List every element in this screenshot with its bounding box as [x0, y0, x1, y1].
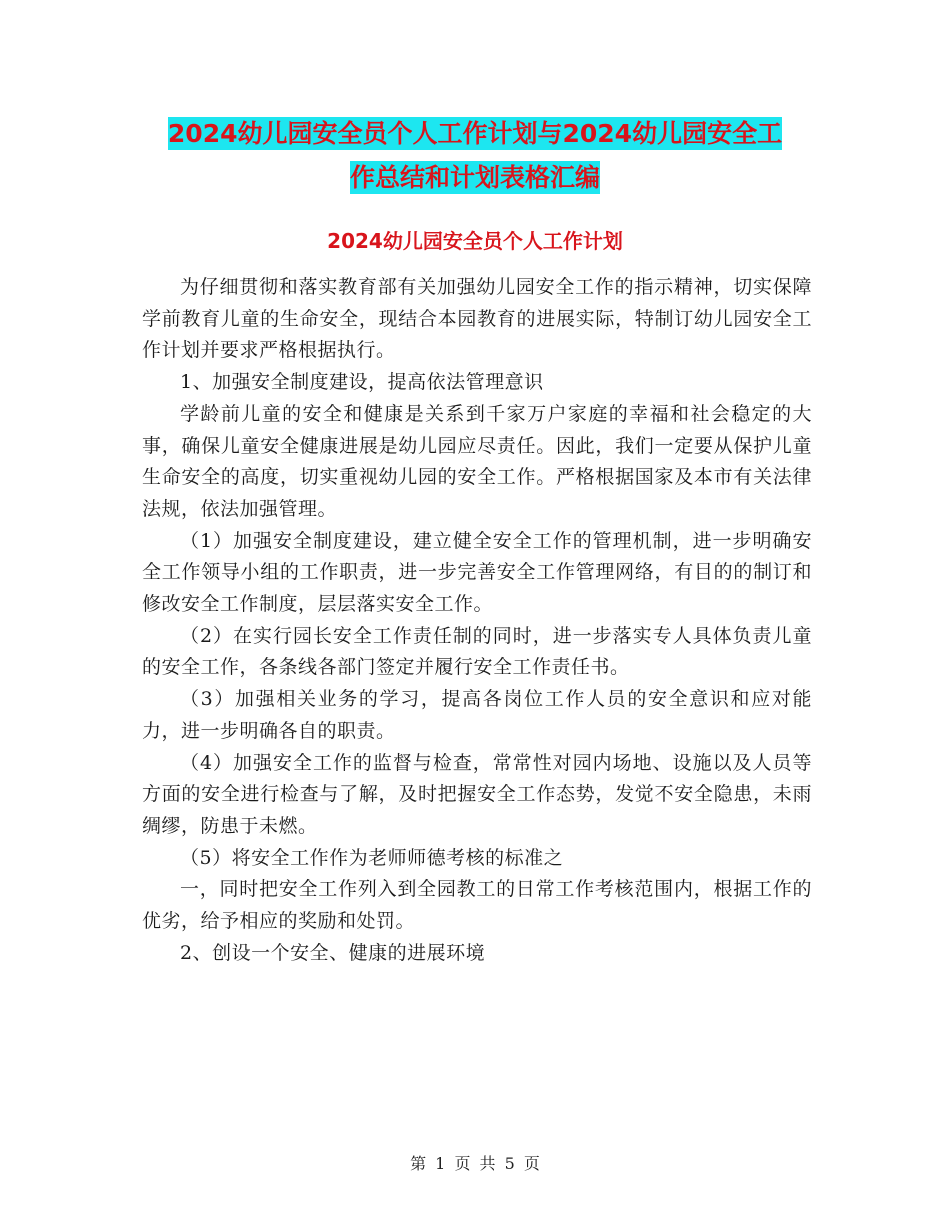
page-number-footer: 第 1 页 共 5 页	[410, 1154, 540, 1173]
paragraph: （1）加强安全制度建设，建立健全安全工作的管理机制，进一步明确安全工作领导小组的工作职责，进一步完善安全工作管理网络，有目的的制订和修改安全工作制度，层层落实安全工作。	[142, 529, 812, 616]
paragraph: 一，同时把安全工作列入到全园教工的日常工作考核范围内，根据工作的优劣，给予相应的奖励和处罚。	[142, 878, 812, 933]
paragraph: 2、创设一个安全、健康的进展环境	[180, 941, 486, 964]
paragraph: （5）将安全工作作为老师师德考核的标准之	[180, 846, 564, 869]
paragraph: （3）加强相关业务的学习，提高各岗位工作人员的安全意识和应对能力，进一步明确各自的职责。	[142, 688, 812, 742]
section-title: 2024幼儿园安全员个人工作计划	[327, 229, 623, 253]
document-title-line-1: 2024幼儿园安全员个人工作计划与2024幼儿园安全工	[167, 119, 783, 148]
paragraph: 为仔细贯彻和落实教育部有关加强幼儿园安全工作的指示精神，切实保障学前教育儿童的生命安全，现结合本园教育的进展实际，特制订幼儿园安全工作计划并要求严格根据执行。	[142, 276, 812, 362]
paragraph: （4）加强安全工作的监督与检查，常常性对园内场地、设施以及人员等方面的安全进行检查与了解，及时把握安全工作态势，发觉不安全隐患，未雨绸缪，防患于未燃。	[142, 751, 812, 837]
document-title	[140, 112, 810, 200]
paragraph: （2）在实行园长安全工作责任制的同时，进一步落实专人具体负责儿童的安全工作，各条线各部门签定并履行安全工作责任书。	[142, 624, 812, 679]
paragraph: 1、加强安全制度建设，提高依法管理意识	[180, 371, 544, 394]
document-title-line-2: 作总结和计划表格汇编	[349, 163, 600, 192]
document-body	[142, 272, 812, 969]
paragraph: 学龄前儿童的安全和健康是关系到千家万户家庭的幸福和社会稳定的大事，确保儿童安全健康进展是幼儿园应尽责任。因此，我们一定要从保护儿童生命安全的高度，切实重视幼儿园的安全工作。严格根据国家及本市有关法律法规，依法加强管理。	[142, 402, 812, 520]
